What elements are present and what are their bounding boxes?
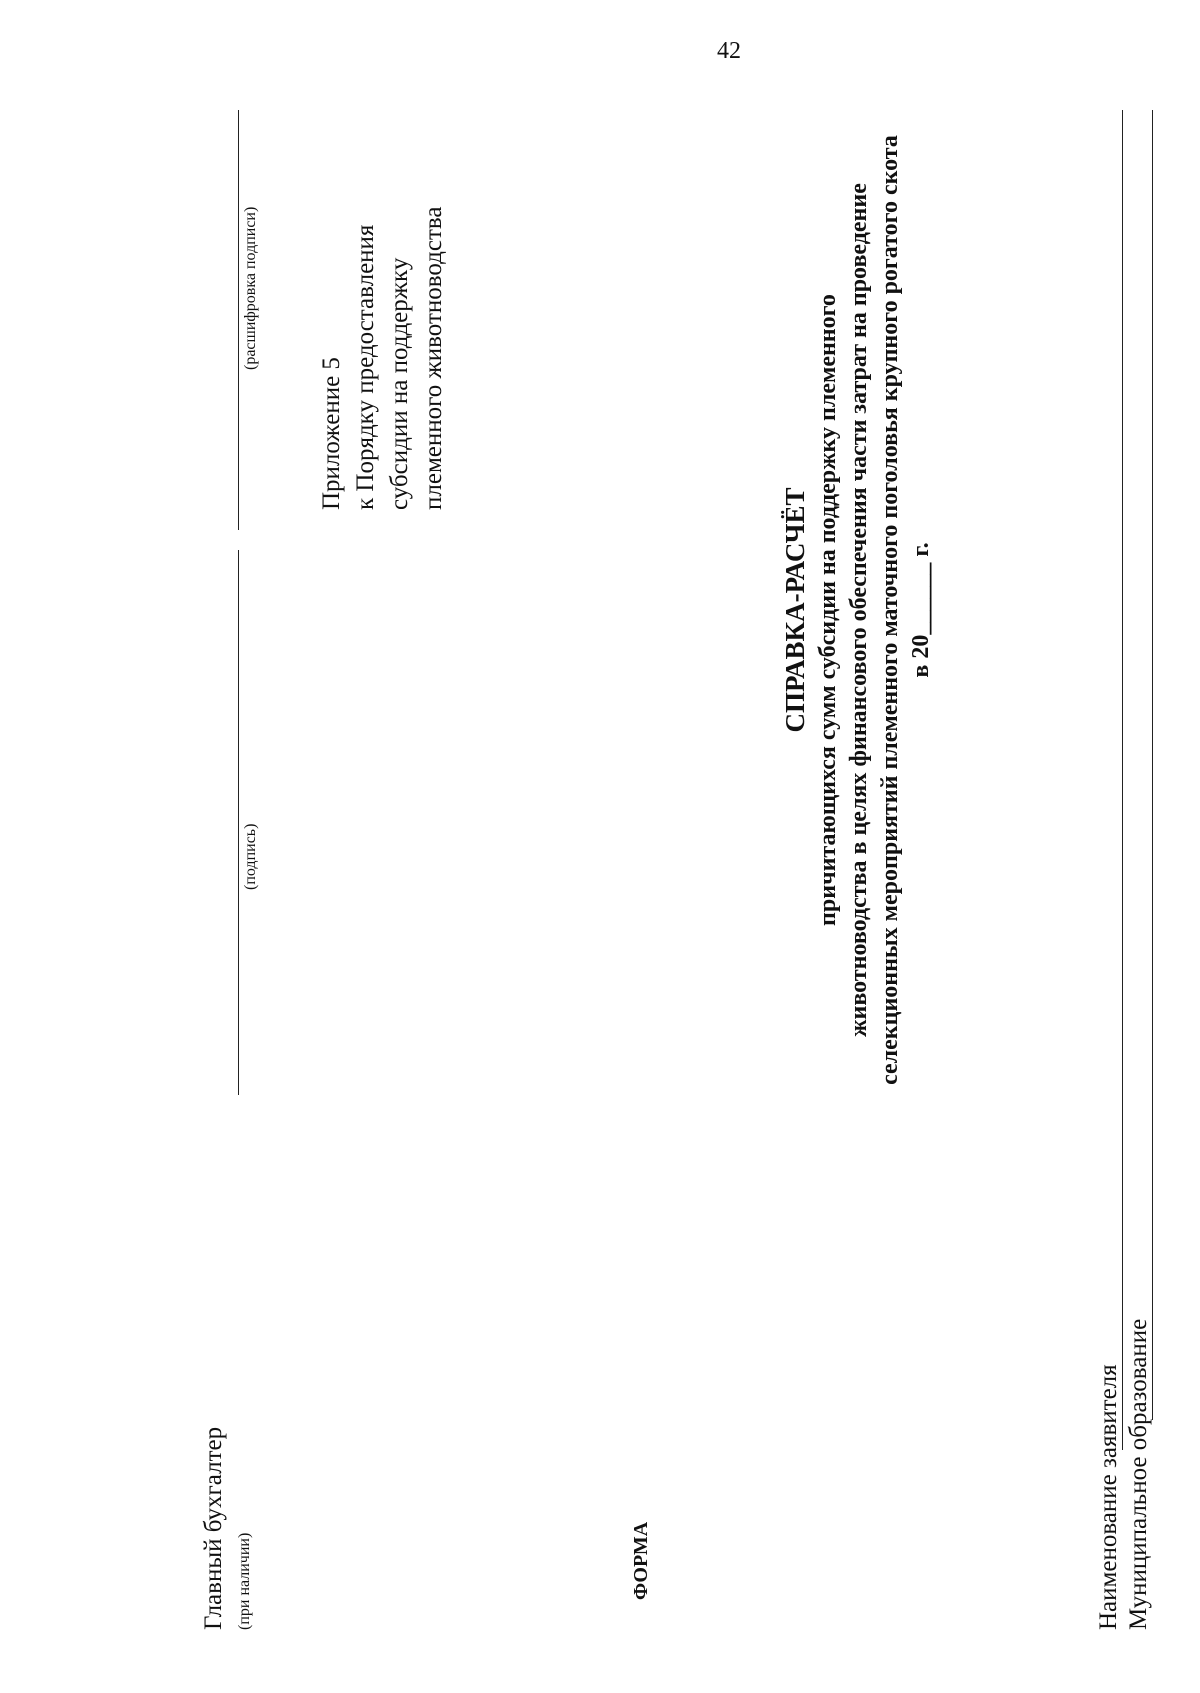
appendix-line-2: к Порядку предоставления <box>352 224 379 510</box>
document-title: СПРАВКА-РАСЧЁТ <box>780 487 810 733</box>
appendix-line-3: субсидии на поддержку <box>386 257 413 510</box>
signature-decoding-label: (расшифровка подписи) <box>242 206 259 370</box>
form-label: ФОРМА <box>630 1521 652 1600</box>
chief-accountant-note: (при наличии) <box>236 1532 253 1630</box>
title-line-1: причитающихся сумм субсидии на поддержку племенного <box>815 294 841 926</box>
appendix-line-4: племенного животноводства <box>420 206 447 510</box>
appendix-block <box>315 207 451 511</box>
rotated-page-content <box>200 110 1160 1630</box>
signature-line <box>238 550 239 1095</box>
title-year-line: в 20______ г. <box>908 542 934 678</box>
document-title-block <box>780 110 937 1110</box>
title-line-3: селекционных мероприятий племенного маточного поголовья крупного рогатого скота <box>877 135 903 1085</box>
applicant-name-field[interactable] <box>1122 110 1123 1450</box>
signature-label: (подпись) <box>242 823 259 890</box>
signature-decoding-line <box>238 110 239 530</box>
chief-accountant-title: Главный бухгалтер <box>200 1426 227 1630</box>
title-line-2: животноводства в целях финансового обеспечения части затрат на проведение <box>846 183 872 1037</box>
applicant-name-label: Наименование заявителя <box>1095 1364 1122 1630</box>
appendix-line-1: Приложение 5 <box>318 357 345 510</box>
page-number: 42 <box>717 38 741 64</box>
municipality-field[interactable] <box>1152 110 1153 1420</box>
municipality-label: Муниципальное образование <box>1125 1318 1152 1630</box>
